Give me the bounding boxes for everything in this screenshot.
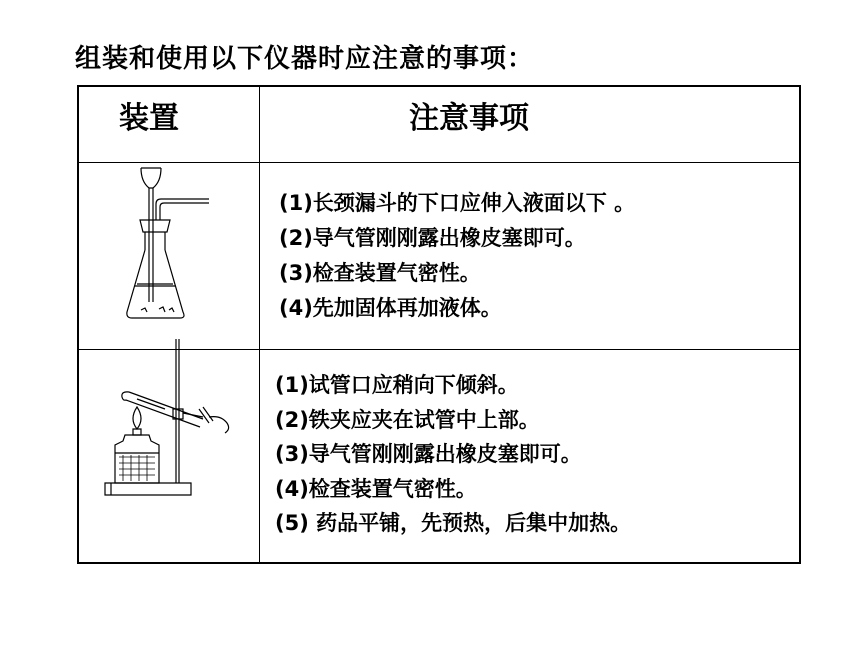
note-item: (5) 药品平铺，先预热，后集中加热。 <box>275 511 632 535</box>
note-item: (4)先加固体再加液体。 <box>279 296 502 320</box>
note-item: (3)导气管刚刚露出橡皮塞即可。 <box>275 442 582 466</box>
note-item: (4)检查装置气密性。 <box>275 476 477 501</box>
flask-with-funnel-icon <box>119 162 219 336</box>
note-item: (3)检查装置气密性。 <box>279 261 481 285</box>
note-item: (2)铁夹应夹在试管中上部。 <box>275 407 540 432</box>
notes-row-2 <box>275 368 631 541</box>
header-apparatus: 装置 <box>119 101 179 136</box>
column-divider <box>259 87 260 562</box>
note-item: (2)导气管刚刚露出橡皮塞即可。 <box>279 226 586 250</box>
notes-row-1 <box>279 186 635 326</box>
note-item: (1)试管口应稍向下倾斜。 <box>275 373 519 397</box>
page-title: 组装和使用以下仪器时应注意的事项： <box>75 44 535 74</box>
notes-table <box>77 85 801 564</box>
note-item: (1)长颈漏斗的下口应伸入液面以下 。 <box>279 191 636 215</box>
test-tube-heating-icon <box>99 337 249 511</box>
header-notes: 注意事项 <box>409 101 529 136</box>
